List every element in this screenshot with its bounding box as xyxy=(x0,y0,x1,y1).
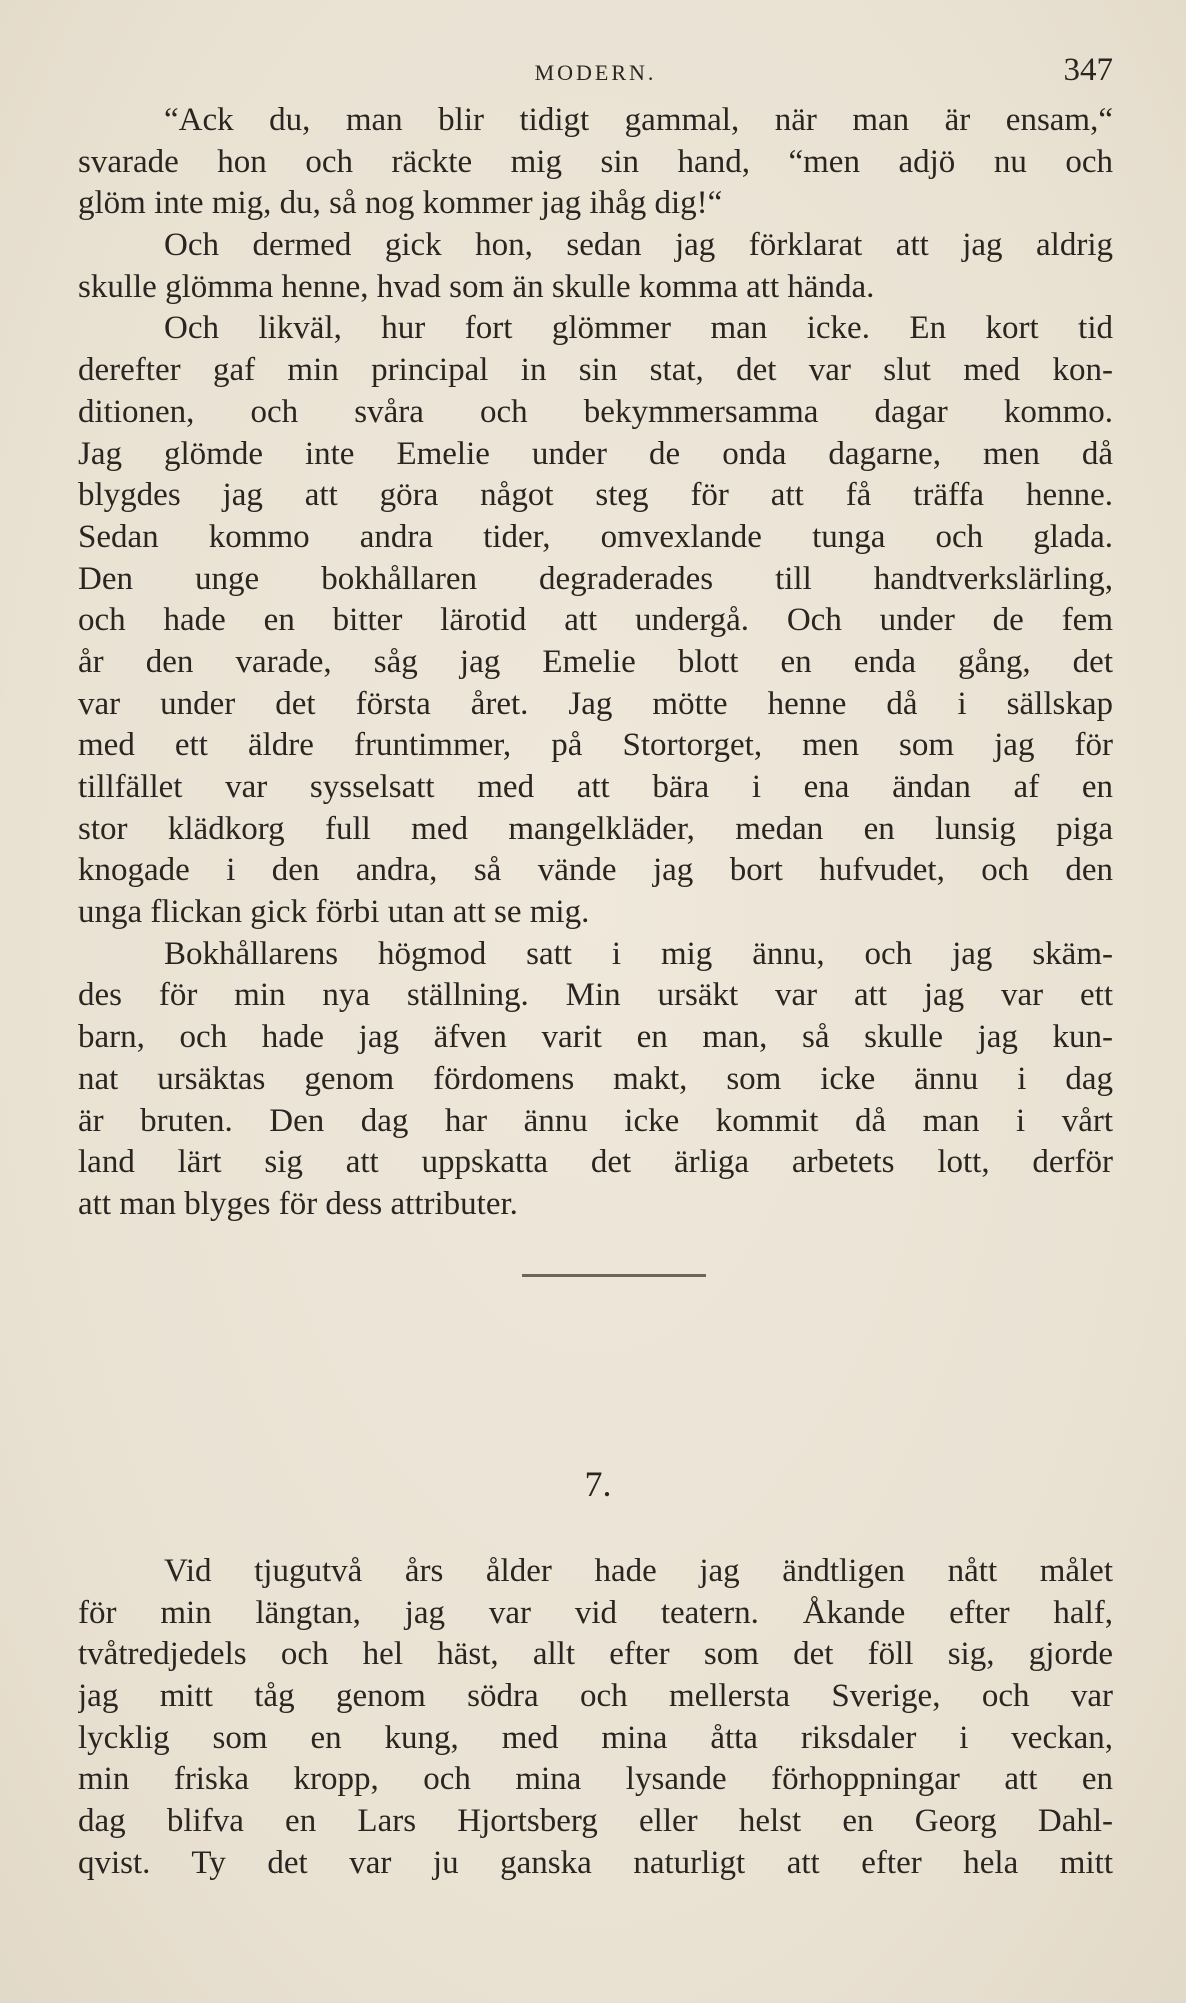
text-line: jag mitt tåg genom södra och mellersta Sverige, och var xyxy=(78,1678,1113,1715)
body-text-bottom xyxy=(78,1551,1113,1885)
text-line: dag blifva en Lars Hjortsberg eller helst en Georg Dahl- xyxy=(78,1803,1113,1840)
text-line: år den varade, såg jag Emelie blott en enda gång, det xyxy=(78,643,1113,680)
text-line: barn, och hade jag äfven varit en man, så skulle jag kun- xyxy=(78,1019,1113,1056)
text-line: skulle glömma henne, hvad som än skulle komma att hända. xyxy=(78,268,875,305)
text-line: var under det första året. Jag mötte henne då i sällskap xyxy=(78,685,1113,722)
text-line: att man blyges för dess attributer. xyxy=(78,1185,518,1222)
text-line: tvåtredjedels och hel häst, allt efter som det föll sig, gjorde xyxy=(78,1636,1113,1673)
page-header xyxy=(78,52,1113,92)
text-line: svarade hon och räckte mig sin hand, “men adjö nu och xyxy=(78,143,1113,180)
text-line: qvist. Ty det var ju ganska naturligt att efter hela mitt xyxy=(78,1844,1113,1881)
text-line: är bruten. Den dag har ännu icke kommit då man i vårt xyxy=(78,1102,1113,1139)
text-line: Bokhållarens högmod satt i mig ännu, och jag skäm- xyxy=(164,935,1113,972)
text-line: des för min nya ställning. Min ursäkt var att jag var ett xyxy=(78,977,1113,1014)
text-line: lycklig som en kung, med mina åtta riksdaler i veckan, xyxy=(78,1719,1113,1756)
text-line: med ett äldre fruntimmer, på Stortorget, men som jag för xyxy=(78,727,1113,764)
text-line: glöm inte mig, du, så nog kommer jag ihåg dig!“ xyxy=(78,185,723,222)
text-line: och hade en bitter lärotid att undergå. Och under de fem xyxy=(78,602,1113,639)
page-number: 347 xyxy=(1063,52,1113,88)
body-text-top xyxy=(78,100,1113,1226)
text-line: tillfället var sysselsatt med att bära i ena ändan af en xyxy=(78,769,1113,805)
text-line: derefter gaf min principal in sin stat, det var slut med kon- xyxy=(78,352,1113,389)
text-line: knogade i den andra, så vände jag bort hufvudet, och den xyxy=(78,852,1113,889)
text-line: unga flickan gick förbi utan att se mig. xyxy=(78,894,590,931)
text-line: stor klädkorg full med mangelkläder, medan en lunsig piga xyxy=(78,810,1113,847)
text-line: Sedan kommo andra tider, omvexlande tunga och glada. xyxy=(78,518,1113,555)
text-line: Och likväl, hur fort glömmer man icke. En kort tid xyxy=(164,310,1113,347)
running-head: MODERN. xyxy=(534,60,657,85)
text-line: Vid tjugutvå års ålder hade jag ändtligen nått målet xyxy=(164,1553,1113,1589)
text-line: Jag glömde inte Emelie under de onda dagarne, men då xyxy=(78,435,1113,472)
text-line: för min längtan, jag var vid teatern. Åkande efter half, xyxy=(78,1594,1113,1631)
text-line: min friska kropp, och mina lysande förhoppningar att en xyxy=(78,1761,1113,1798)
text-line: blygdes jag att göra något steg för att få träffa henne. xyxy=(78,477,1113,514)
text-line: Och dermed gick hon, sedan jag förklarat att jag aldrig xyxy=(164,227,1113,264)
section-number: 7. xyxy=(584,1464,612,1504)
text-line: Den unge bokhållaren degraderades till handtverkslärling, xyxy=(78,560,1113,597)
section-divider xyxy=(522,1274,706,1277)
text-line: nat ursäktas genom fördomens makt, som icke ännu i dag xyxy=(78,1060,1113,1097)
text-line: “Ack du, man blir tidigt gammal, när man är ensam,“ xyxy=(164,102,1113,138)
text-line: ditionen, och svåra och bekymmersamma dagar kommo. xyxy=(78,393,1113,430)
text-line: land lärt sig att uppskatta det ärliga arbetets lott, derför xyxy=(78,1144,1113,1181)
